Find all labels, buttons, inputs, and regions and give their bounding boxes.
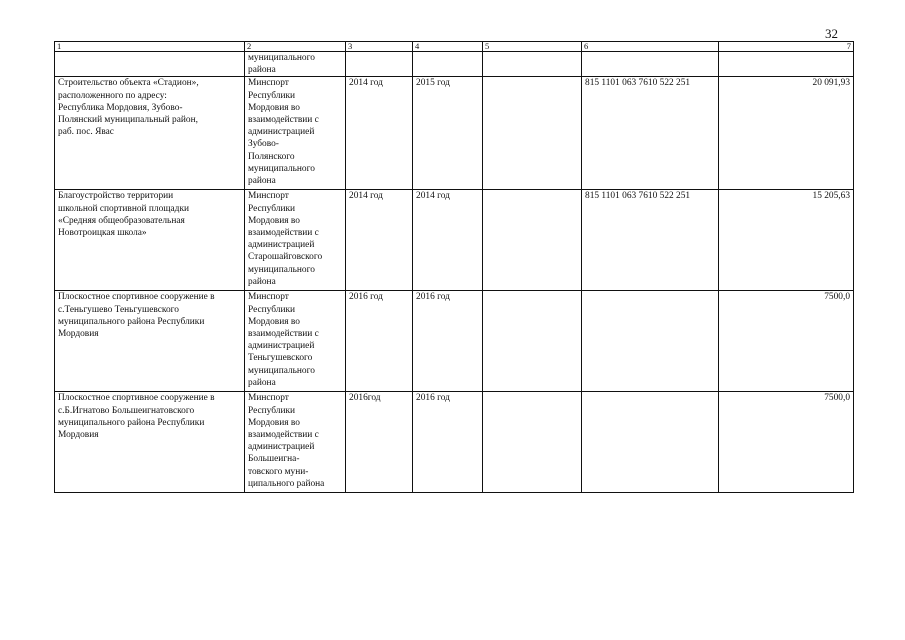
end-year-cell: 2014 год	[413, 190, 483, 291]
continuation-row	[55, 52, 854, 77]
end-year-cell: 2016 год	[413, 392, 483, 493]
executor-cell: Минспорт Республики Мордовия во взаимодействии с администрацией Большеигна- товского муни- ципального района	[245, 392, 346, 493]
page-number: 32	[825, 26, 838, 41]
executor-cell: Минспорт Республики Мордовия во взаимодействии с администрацией Зубово- Полянского муниципального района	[245, 77, 346, 190]
continuation-col-1	[55, 52, 245, 77]
header-col-3: 3	[346, 42, 413, 52]
continuation-col-5	[483, 52, 582, 77]
end-year-cell: 2015 год	[413, 77, 483, 190]
start-year-cell: 2014 год	[346, 77, 413, 190]
table-row	[55, 291, 854, 392]
amount-cell: 7500,0	[719, 291, 854, 392]
table-row	[55, 392, 854, 493]
header-col-1: 1	[55, 42, 245, 52]
budget-code-cell	[582, 392, 719, 493]
table-row	[55, 190, 854, 291]
header-col-7: 7	[719, 42, 854, 52]
continuation-col-3	[346, 52, 413, 77]
col5-cell	[483, 77, 582, 190]
object-name-cell: Строительство объекта «Стадион», расположенного по адресу: Республика Мордовия, Зубово- Полянский муниципальный район, раб. пос. Явас	[55, 77, 245, 190]
object-name-cell: Плоскостное спортивное сооружение в с.Теньгушево Теньгушевского муниципального района Республики Мордовия	[55, 291, 245, 392]
budget-code-cell: 815 1101 063 7610 522 251	[582, 190, 719, 291]
continuation-col-7	[719, 52, 854, 77]
continuation-executor: муниципального района	[245, 52, 346, 77]
col5-cell	[483, 291, 582, 392]
amount-cell: 15 205,63	[719, 190, 854, 291]
amount-cell: 20 091,93	[719, 77, 854, 190]
table-row	[55, 77, 854, 190]
executor-cell: Минспорт Республики Мордовия во взаимодействии с администрацией Теньгушевского муниципального района	[245, 291, 346, 392]
executor-cell: Минспорт Республики Мордовия во взаимодействии с администрацией Старошайговского муниципального района	[245, 190, 346, 291]
continuation-col-4	[413, 52, 483, 77]
start-year-cell: 2016год	[346, 392, 413, 493]
header-col-4: 4	[413, 42, 483, 52]
program-table	[54, 41, 854, 493]
header-col-5: 5	[483, 42, 582, 52]
header-col-6: 6	[582, 42, 719, 52]
start-year-cell: 2016 год	[346, 291, 413, 392]
object-name-cell: Благоустройство территории школьной спортивной площадки «Средняя общеобразовательная Новотроицкая школа»	[55, 190, 245, 291]
start-year-cell: 2014 год	[346, 190, 413, 291]
continuation-col-6	[582, 52, 719, 77]
header-col-2: 2	[245, 42, 346, 52]
object-name-cell: Плоскостное спортивное сооружение в с.Б.Игнатово Большеигнатовского муниципального района Республики Мордовия	[55, 392, 245, 493]
col5-cell	[483, 190, 582, 291]
column-number-row	[55, 42, 854, 52]
amount-cell: 7500,0	[719, 392, 854, 493]
budget-code-cell	[582, 291, 719, 392]
budget-code-cell: 815 1101 063 7610 522 251	[582, 77, 719, 190]
end-year-cell: 2016 год	[413, 291, 483, 392]
col5-cell	[483, 392, 582, 493]
